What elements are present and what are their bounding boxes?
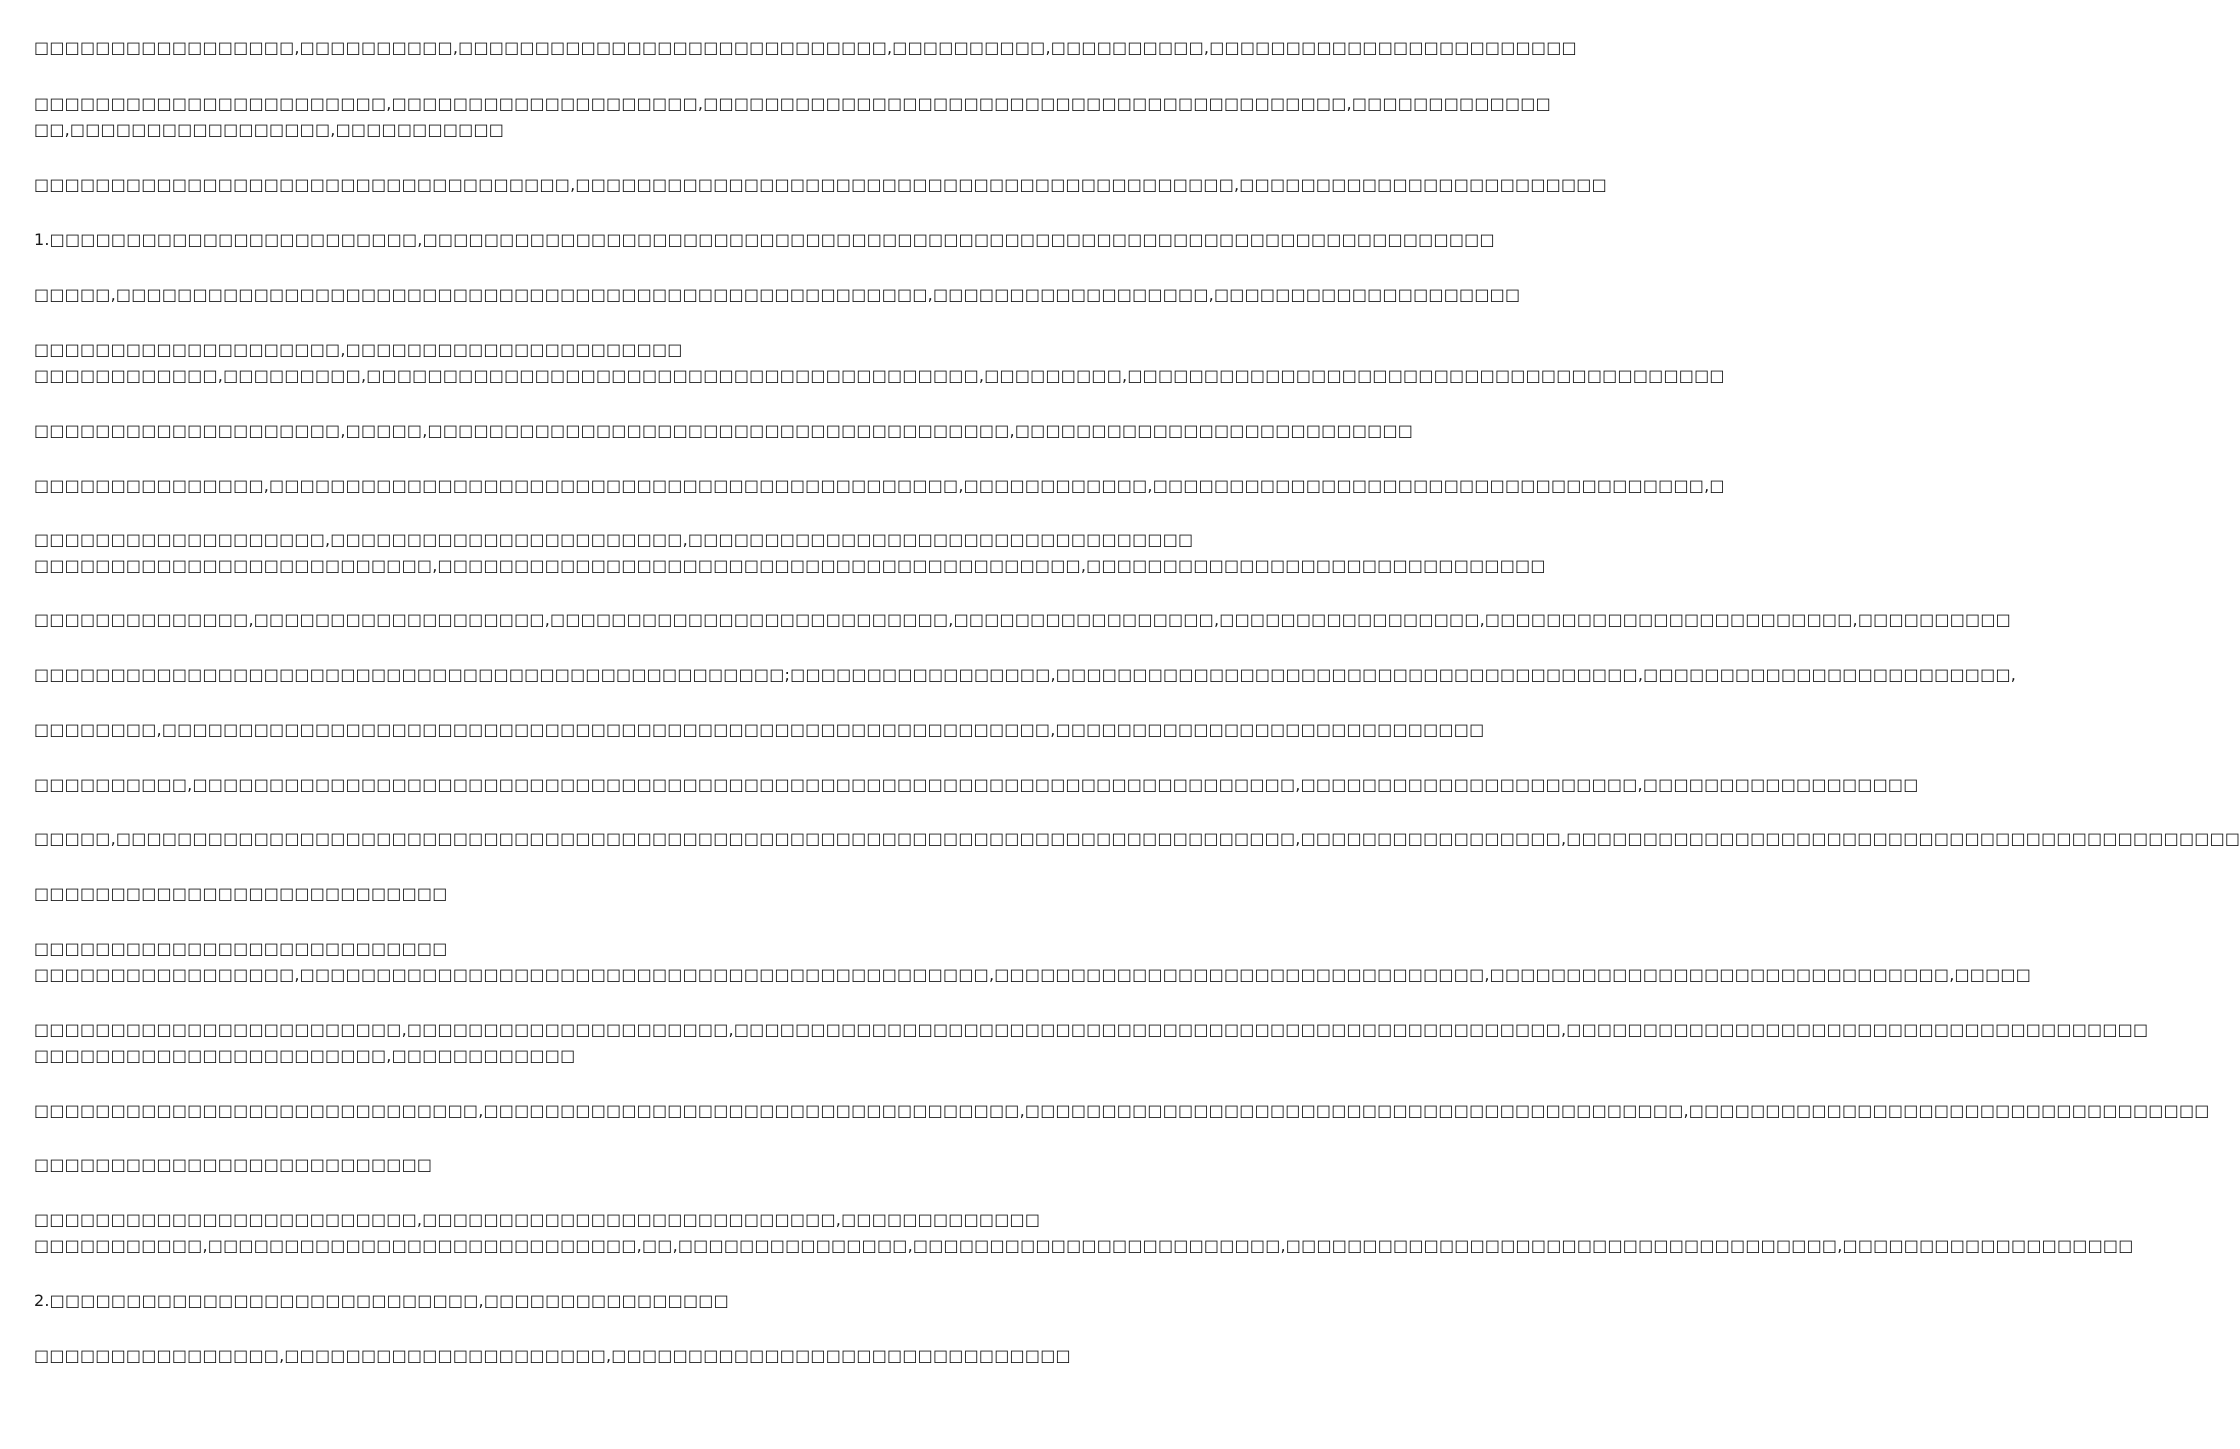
paragraph-line: □□□□□□□□□□,□□□□□□□□□□□□□□□□□□□□□□□□□□□□□□□□□□□□□□□□□□□□□□□□□□□□□□□□□□□□□□□□□□□□□□□□,□□□□□□□□□□□□□□□□□□□□□□,□□□□□□□□□□□□□□□□□□ — [34, 775, 1919, 794]
paragraph-line: □□□□□□□□,□□□□□□□□□□□□□□□□□□□□□□□□□□□□□□□□□□□□□□□□□□□□□□□□□□□□□□□□□□,□□□□□□□□□□□□□□□□□□□□□□□□□□□□ — [34, 720, 1485, 739]
paragraph-line: □□□□□,□□□□□□□□□□□□□□□□□□□□□□□□□□□□□□□□□□□□□□□□□□□□□□□□□□□□□,□□□□□□□□□□□□□□□□□□,□□□□□□□□□□□□□□□□□□□□ — [34, 285, 1521, 304]
paragraph-line: □□□□□,□□□□□□□□□□□□□□□□□□□□□□□□□□□□□□□□□□□□□□□□□□□□□□□□□□□□□□□□□□□□□□□□□□□□□□□□□□□□□,□□□□□□□□□□□□□□□□□,□□□□□□□□□□□□□□□□□□□□□□□□□□□□□□□□□□□□□□□□□□□□ — [34, 829, 2240, 848]
numbered-heading: 2.□□□□□□□□□□□□□□□□□□□□□□□□□□□□,□□□□□□□□□□□□□□□□ — [34, 1291, 729, 1310]
numbered-heading: 1.□□□□□□□□□□□□□□□□□□□□□□□□,□□□□□□□□□□□□□□□□□□□□□□□□□□□□□□□□□□□□□□□□□□□□□□□□□□□□□□□□□□□□□□□□□□□□□□ — [34, 230, 1495, 249]
paragraph-line: □□□□□□□□□□□□□□□□□□□□□□□,□□□□□□□□□□□□□□□□□□□□,□□□□□□□□□□□□□□□□□□□□□□□□□□□□□□□□□□□□□□□□□□,□□□□□□□□□□□□□ — [34, 94, 1551, 113]
paragraph-line: □□□□□□□□□□□□□□□□□□□□,□□□□□,□□□□□□□□□□□□□□□□□□□□□□□□□□□□□□□□□□□□□□,□□□□□□□□□□□□□□□□□□□□□□□□□□ — [34, 421, 1414, 440]
paragraph-line: □□□□□□□□□□□□□□□□□□□□□□□□□□□□□□□□□□□,□□□□□□□□□□□□□□□□□□□□□□□□□□□□□□□□□□□□□□□□□□□,□□□□□□□□□□□□□□□□□□□□□□□□ — [34, 175, 1607, 194]
paragraph-line: □□□□□□□□□□□□□□□□□,□□□□□□□□□□,□□□□□□□□□□□□□□□□□□□□□□□□□□□□,□□□□□□□□□□,□□□□□□□□□□,□□□□□□□□□□□□□□□□□□□□□□□□ — [34, 38, 1577, 57]
paragraph-line: □□□□□□□□□□□□□□□□,□□□□□□□□□□□□□□□□□□□□□,□□□□□□□□□□□□□□□□□□□□□□□□□□□□□□ — [34, 1346, 1071, 1365]
paragraph-line: □□□□□□□□□□□□□□□□□□□□□□□□□□□ — [34, 939, 448, 958]
paragraph-line: □□□□□□□□□□□□□□,□□□□□□□□□□□□□□□□□□□,□□□□□□□□□□□□□□□□□□□□□□□□□□,□□□□□□□□□□□□□□□□□,□□□□□□□□□□□□□□□□□,□□□□□□□□□□□□□□□□□□□□□□□□,□□□□□□□□□□ — [34, 610, 2011, 629]
paragraph-line: □□□□□□□□□□□□□□□□□□□,□□□□□□□□□□□□□□□□□□□□□□□,□□□□□□□□□□□□□□□□□□□□□□□□□□□□□□□□□ — [34, 530, 1194, 549]
paragraph-line: □□□□□□□□□□□,□□□□□□□□□□□□□□□□□□□□□□□□□□□□,□□,□□□□□□□□□□□□□□□,□□□□□□□□□□□□□□□□□□□□□□□□,□□□□□□□□□□□□□□□□□□□□□□□□□□□□□□□□□□□□,□□□□□□□□□□□□□□□□□□□ — [34, 1236, 2134, 1255]
paragraph-line: □□□□□□□□□□□□,□□□□□□□□□,□□□□□□□□□□□□□□□□□□□□□□□□□□□□□□□□□□□□□□□□,□□□□□□□□□,□□□□□□□□□□□□□□□□□□□□□□□□□□□□□□□□□□□□□□□ — [34, 366, 1725, 385]
paragraph-line: □□□□□□□□□□□□□□□□□□□□□□□,□□□□□□□□□□□□ — [34, 1046, 576, 1065]
paragraph-line: □□□□□□□□□□□□□□□□□□□□□□□□□□□□□,□□□□□□□□□□□□□□□□□□□□□□□□□□□□□□□□□□□,□□□□□□□□□□□□□□□□□□□□□□□□□□□□□□□□□□□□□□□□□□□,□□□□□□□□□□□□□□□□□□□□□□□□□□□□□□□□□□ — [34, 1101, 2210, 1120]
paragraph-line: □□□□□□□□□□□□□□□□□□□□,□□□□□□□□□□□□□□□□□□□□□□ — [34, 340, 683, 359]
paragraph-line: □□□□□□□□□□□□□□□□□□□□□□□□□□□ — [34, 884, 448, 903]
paragraph-line: □□□□□□□□□□□□□□□,□□□□□□□□□□□□□□□□□□□□□□□□□□□□□□□□□□□□□□□□□□□□□,□□□□□□□□□□□□,□□□□□□□□□□□□□□□□□□□□□□□□□□□□□□□□□□□□,□ — [34, 476, 1725, 495]
paragraph-line: □□□□□□□□□□□□□□□□□,□□□□□□□□□□□□□□□□□□□□□□□□□□□□□□□□□□□□□□□□□□□□□,□□□□□□□□□□□□□□□□□□□□□□□□□□□□□□□□,□□□□□□□□□□□□□□□□□□□□□□□□□□□□□□,□□□□□ — [34, 965, 2032, 984]
paragraph-line: □□□□□□□□□□□□□□□□□□□□□□□□□□,□□□□□□□□□□□□□□□□□□□□□□□□□□□□□□□□□□□□□□□□□□,□□□□□□□□□□□□□□□□□□□□□□□□□□□□□□ — [34, 556, 1546, 575]
paragraph-line: □□□□□□□□□□□□□□□□□□□□□□□□□□ — [34, 1155, 433, 1174]
paragraph-line: □□□□□□□□□□□□□□□□□□□□□□□□□,□□□□□□□□□□□□□□□□□□□□□□□□□□□,□□□□□□□□□□□□□ — [34, 1210, 1041, 1229]
paragraph-line: □□,□□□□□□□□□□□□□□□□□,□□□□□□□□□□□ — [34, 120, 505, 139]
paragraph-line: □□□□□□□□□□□□□□□□□□□□□□□□,□□□□□□□□□□□□□□□□□□□□□,□□□□□□□□□□□□□□□□□□□□□□□□□□□□□□□□□□□□□□□□□□□□□□□□□□□□□□,□□□□□□□□□□□□□□□□□□□□□□□□□□□□□□□□□□□□□□ — [34, 1020, 2149, 1039]
paragraph-line: □□□□□□□□□□□□□□□□□□□□□□□□□□□□□□□□□□□□□□□□□□□□□□□□□;□□□□□□□□□□□□□□□□□,□□□□□□□□□□□□□□□□□□□□□□□□□□□□□□□□□□□□□□,□□□□□□□□□□□□□□□□□□□□□□□□, — [34, 665, 2017, 684]
